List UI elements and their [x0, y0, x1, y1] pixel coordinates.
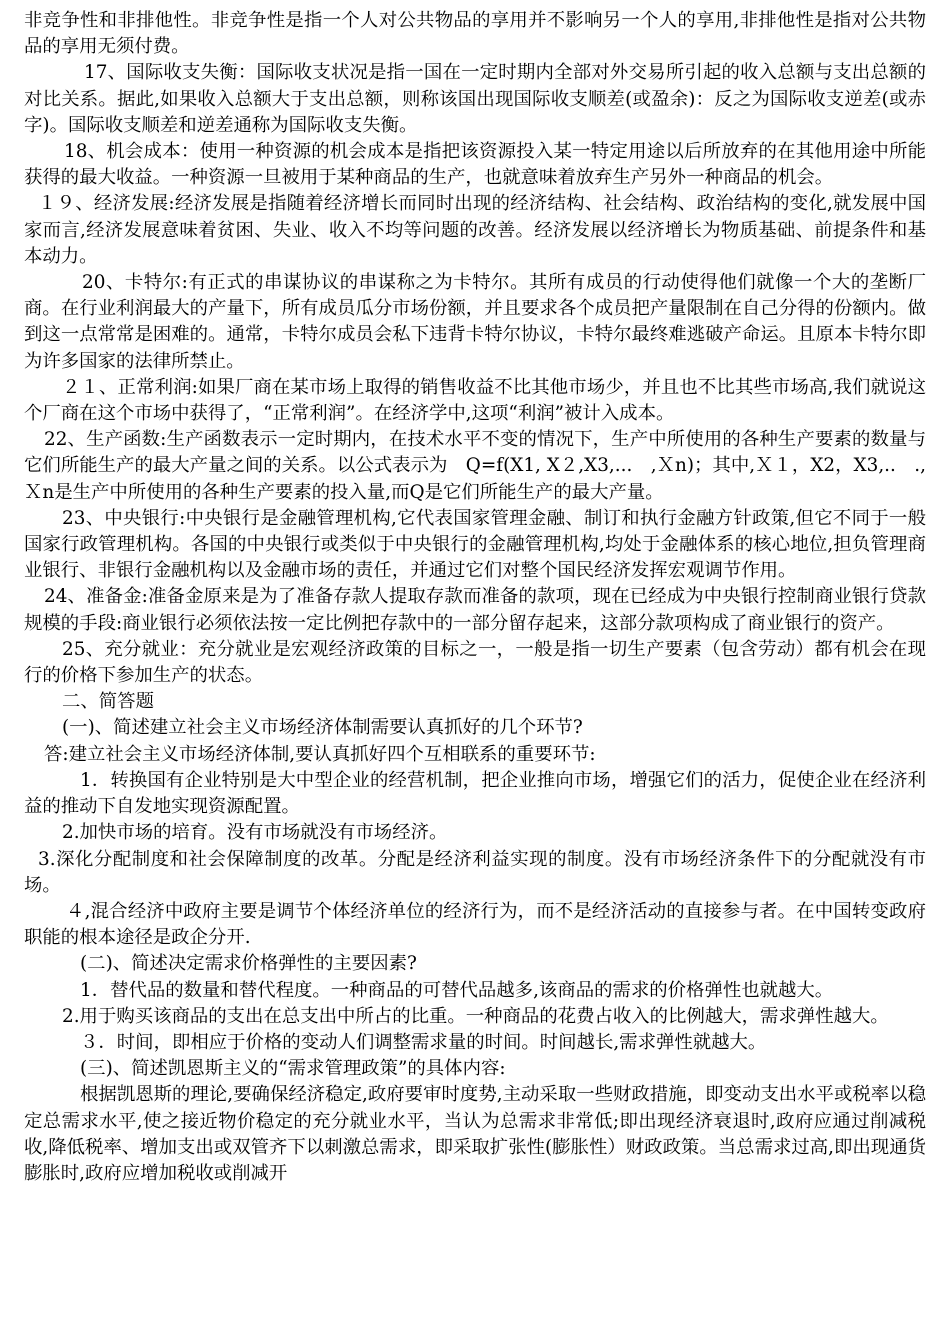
paragraph: 2.用于购买该商品的支出在总支出中所占的比重。一种商品的花费占收入的比例越大，需求弹性越大。	[62, 1005, 889, 1027]
paragraph: 答:建立社会主义市场经济体制,要认真抓好四个互相联系的重要环节:	[44, 743, 596, 765]
paragraph: 非竞争性和非排他性。非竞争性是指一个人对公共物品的享用并不影响另一个人的享用,非排他性是指对公共物品的享用无须付费。	[24, 10, 926, 58]
paragraph: 2.加快市场的培育。没有市场就没有市场经济。	[62, 822, 448, 844]
paragraph: １９、经济发展:经济发展是指随着经济增长而同时出现的经济结构、社会结构、政治结构的变化,就发展中国家而言,经济发展意味着贫困、失业、收入不均等问题的改善。经济发展以经济增长为物质基础、前提条件和基本动力。	[24, 193, 926, 267]
paragraph: 3.深化分配制度和社会保障制度的改革。分配是经济利益实现的制度。没有市场经济条件下的分配就没有市场。	[24, 848, 926, 896]
paragraph: 22、生产函数:生产函数表示一定时期内，在技术水平不变的情况下，生产中所使用的各种生产要素的数量与它们所能生产的最大产量之间的关系。以公式表示为 Q=f(X1, X２,X3,... ,Ｘn)；其中,Ｘ１，X2，X3,.. .,Ｘn是生产中所使用的各种生产要素的投入量,而Q是它们所能生产的最大产量。	[24, 429, 926, 503]
paragraph: 17、国际收支失衡：国际收支状况是指一国在一定时期内全部对外交易所引起的收入总额与支出总额的对比关系。据此,如果收入总额大于支出总额，则称该国出现国际收支顺差(或盈余)：反之为国际收支逆差(或赤字)。国际收支顺差和逆差通称为国际收支失衡。	[24, 62, 926, 136]
question-heading: (二)、简述决定需求价格弹性的主要因素?	[80, 953, 417, 975]
question-heading: (三)、简述凯恩斯主义的“需求管理政策”的具体内容:	[80, 1058, 506, 1080]
paragraph: 1．替代品的数量和替代程度。一种商品的可替代品越多,该商品的需求的价格弹性也就越大。	[80, 979, 834, 1001]
paragraph: 25、充分就业：充分就业是宏观经济政策的目标之一，一般是指一切生产要素（包含劳动）都有机会在现行的价格下参加生产的状态。	[24, 638, 926, 687]
paragraph: 20、卡特尔:有正式的串谋协议的串谋称之为卡特尔。其所有成员的行动使得他们就像一个大的垄断厂商。在行业利润最大的产量下，所有成员瓜分市场份额，并且要求各个成员把产量限制在自己分得的份额内。做到这一点常常是困难的。通常，卡特尔成员会私下违背卡特尔协议，卡特尔最终难逃破产命运。且原本卡特尔即为许多国家的法律所禁止。	[24, 272, 926, 372]
paragraph: 1．转换国有企业特别是大中型企业的经营机制，把企业推向市场，增强它们的活力，促使企业在经济利益的推动下自发地实现资源配置。	[24, 769, 926, 818]
section-heading: 二、简答题	[62, 691, 154, 713]
question-heading: (一)、简述建立社会主义市场经济体制需要认真抓好的几个环节?	[62, 717, 583, 739]
paragraph: 24、准备金:准备金原来是为了准备存款人提取存款而准备的款项，现在已经成为中央银行控制商业银行贷款规模的手段:商业银行必须依法按一定比例把存款中的一部分留存起来，这部分款项构成了商业银行的资产。	[24, 586, 926, 634]
paragraph: ３．时间，即相应于价格的变动人们调整需求量的时间。时间越长,需求弹性就越大。	[80, 1031, 767, 1053]
paragraph: 18、机会成本：使用一种资源的机会成本是指把该资源投入某一特定用途以后所放弃的在其他用途中所能获得的最大收益。一种资源一旦被用于某种商品的生产，也就意味着放弃生产另外一种商品的机会。	[24, 141, 926, 189]
paragraph: ２１、正常利润:如果厂商在某市场上取得的销售收益不比其他市场少，并且也不比其些市场高,我们就说这个厂商在这个市场中获得了，“正常利润”。在经济学中,这项“利润”被计入成本。	[24, 376, 926, 425]
paragraph: ４,混合经济中政府主要是调节个体经济单位的经济行为，而不是经济活动的直接参与者。在中国转变政府职能的根本途径是政企分开.	[24, 900, 926, 949]
paragraph: 根据凯恩斯的理论,要确保经济稳定,政府要审时度势,主动采取一些财政措施，即变动支出水平或税率以稳定总需求水平,使之接近物价稳定的充分就业水平，当认为总需求非常低;即出现经济衰退时,政府应通过削减税收,降低税率、增加支出或双管齐下以刺激总需求，即采取扩张性(膨胀性）财政政策。当总需求过高,即出现通货膨胀时,政府应增加税收或削减开	[24, 1084, 926, 1184]
paragraph: 23、中央银行:中央银行是金融管理机构,它代表国家管理金融、制订和执行金融方针政策,但它不同于一般国家行政管理机构。各国的中央银行或类似于中央银行的金融管理机构,均处于金融体系的核心地位,担负管理商业银行、非银行金融机构以及金融市场的责任，并通过它们对整个国民经济发挥宏观调节作用。	[24, 507, 926, 582]
